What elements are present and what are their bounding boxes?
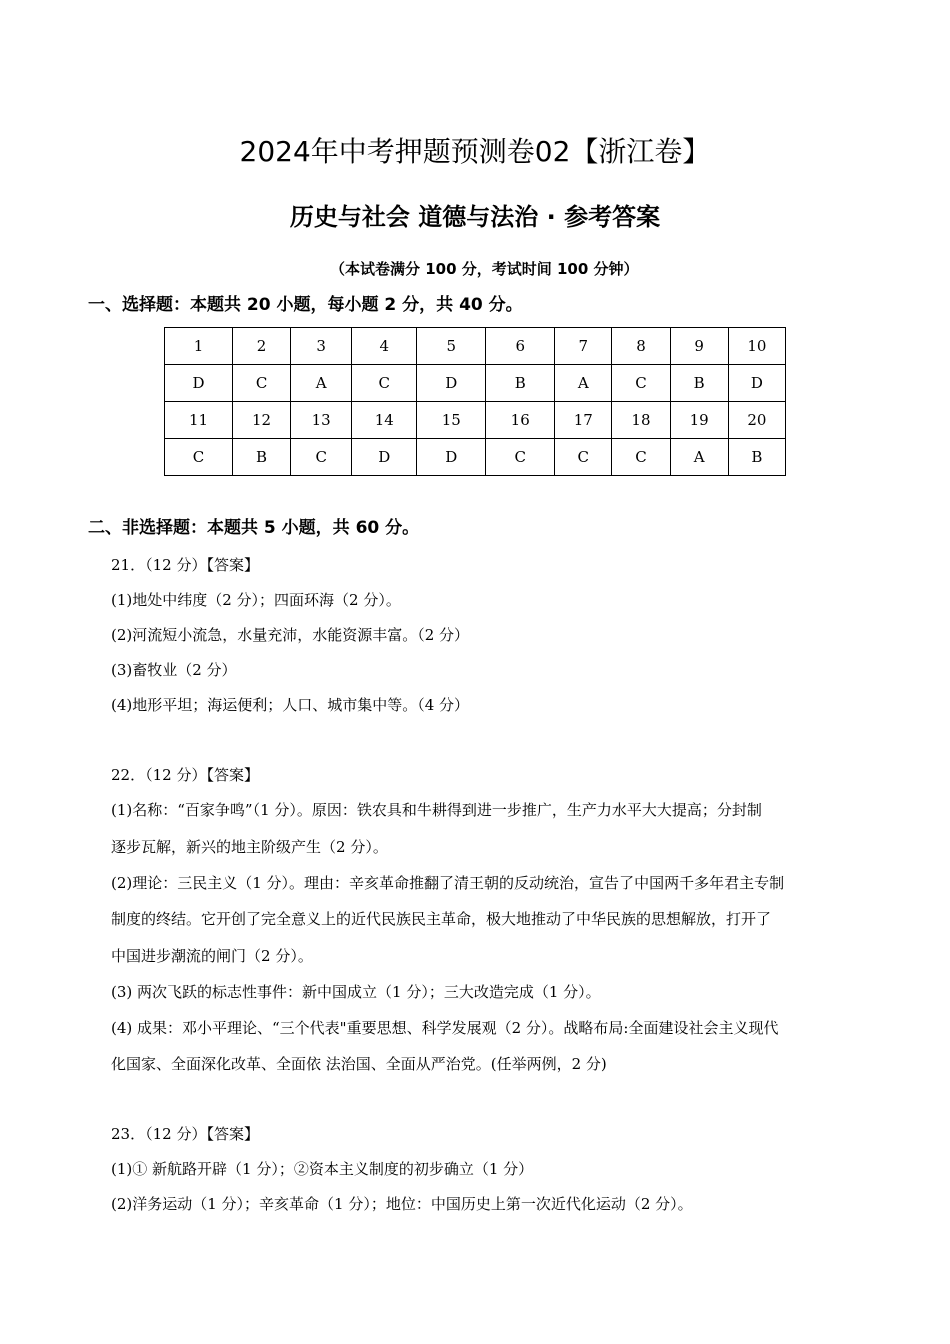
answer-line: (3)畜牧业（2 分） — [111, 661, 237, 679]
question-22-header: 22．（12 分）【答案】 — [111, 766, 259, 784]
question-23-header: 23．（12 分）【答案】 — [111, 1125, 259, 1143]
answer-line: 化国家、全面深化改革、全面依 法治国、全面从严治党。(任举两例，2 分) — [111, 1055, 607, 1073]
table-cell: C — [165, 439, 233, 476]
table-cell: 16 — [486, 402, 555, 439]
answer-line: (1)名称：“百家争鸣”（1 分）。原因：铁农具和牛耕得到进一步推广，生产力水平大大提高；分封制 — [111, 801, 762, 819]
table-cell: 3 — [291, 328, 352, 365]
table-cell: D — [417, 365, 486, 402]
table-cell: B — [486, 365, 555, 402]
table-cell: 1 — [165, 328, 233, 365]
answer-line: (4)地形平坦；海运便利；人口、城市集中等。（4 分） — [111, 696, 470, 714]
table-cell: D — [728, 365, 785, 402]
table-cell: 12 — [232, 402, 290, 439]
table-cell: 17 — [555, 402, 612, 439]
table-row — [165, 439, 786, 476]
table-cell: 8 — [612, 328, 670, 365]
answer-line: (1)地处中纬度（2 分）；四面环海（2 分）。 — [111, 591, 401, 609]
table-cell: A — [291, 365, 352, 402]
exam-note: （本试卷满分 100 分，考试时间 100 分钟） — [330, 260, 639, 278]
answer-line: (3) 两次飞跃的标志性事件：新中国成立（1 分）；三大改造完成（1 分）。 — [111, 983, 601, 1001]
answer-line: 制度的终结。它开创了完全意义上的近代民族民主革命，极大地推动了中华民族的思想解放，打开了 — [111, 910, 772, 928]
table-cell: 18 — [612, 402, 670, 439]
answer-line: (1)① 新航路开辟（1 分）；②资本主义制度的初步确立（1 分） — [111, 1160, 534, 1178]
answer-line: (4) 成果：邓小平理论、“三个代表"重要思想、科学发展观（2 分）。战略布局:全面建设社会主义现代 — [111, 1019, 779, 1037]
table-cell: 13 — [291, 402, 352, 439]
table-row — [165, 328, 786, 365]
page-subtitle: 历史与社会 道德与法治 · 参考答案 — [289, 203, 661, 231]
table-cell: B — [670, 365, 728, 402]
section-heading-choice: 一、选择题：本题共 20 小题，每小题 2 分，共 40 分。 — [88, 295, 523, 315]
table-cell: 7 — [555, 328, 612, 365]
table-cell: D — [352, 439, 417, 476]
table-cell: 15 — [417, 402, 486, 439]
table-cell: B — [232, 439, 290, 476]
answer-table — [164, 327, 786, 476]
table-cell: A — [555, 365, 612, 402]
question-21-header: 21．（12 分）【答案】 — [111, 556, 259, 574]
answer-line: (2)洋务运动（1 分）；辛亥革命（1 分）；地位：中国历史上第一次近代化运动（2 分）。 — [111, 1195, 693, 1213]
table-row — [165, 365, 786, 402]
table-cell: C — [291, 439, 352, 476]
table-cell: 4 — [352, 328, 417, 365]
table-cell: 5 — [417, 328, 486, 365]
answer-line: (2)理论：三民主义（1 分）。理由：辛亥革命推翻了清王朝的反动统治，宣告了中国两千多年君主专制 — [111, 874, 785, 892]
table-cell: 11 — [165, 402, 233, 439]
table-cell: D — [417, 439, 486, 476]
table-cell: D — [165, 365, 233, 402]
answer-line: 逐步瓦解，新兴的地主阶级产生（2 分）。 — [111, 838, 388, 856]
table-cell: 10 — [728, 328, 785, 365]
table-cell: A — [670, 439, 728, 476]
table-cell: C — [612, 439, 670, 476]
table-cell: 14 — [352, 402, 417, 439]
table-cell: C — [352, 365, 417, 402]
table-cell: 2 — [232, 328, 290, 365]
page-title: 2024年中考押题预测卷02【浙江卷】 — [239, 135, 711, 168]
table-row — [165, 402, 786, 439]
table-cell: B — [728, 439, 785, 476]
table-cell: 20 — [728, 402, 785, 439]
table-cell: C — [486, 439, 555, 476]
table-cell: C — [612, 365, 670, 402]
answer-line: 中国进步潮流的闸门（2 分）。 — [111, 947, 313, 965]
answer-line: (2)河流短小流急，水量充沛，水能资源丰富。（2 分） — [111, 626, 470, 644]
table-cell: 9 — [670, 328, 728, 365]
section-heading-non-choice: 二、非选择题：本题共 5 小题，共 60 分。 — [88, 518, 420, 538]
table-cell: C — [232, 365, 290, 402]
table-cell: 6 — [486, 328, 555, 365]
table-cell: 19 — [670, 402, 728, 439]
table-cell: C — [555, 439, 612, 476]
